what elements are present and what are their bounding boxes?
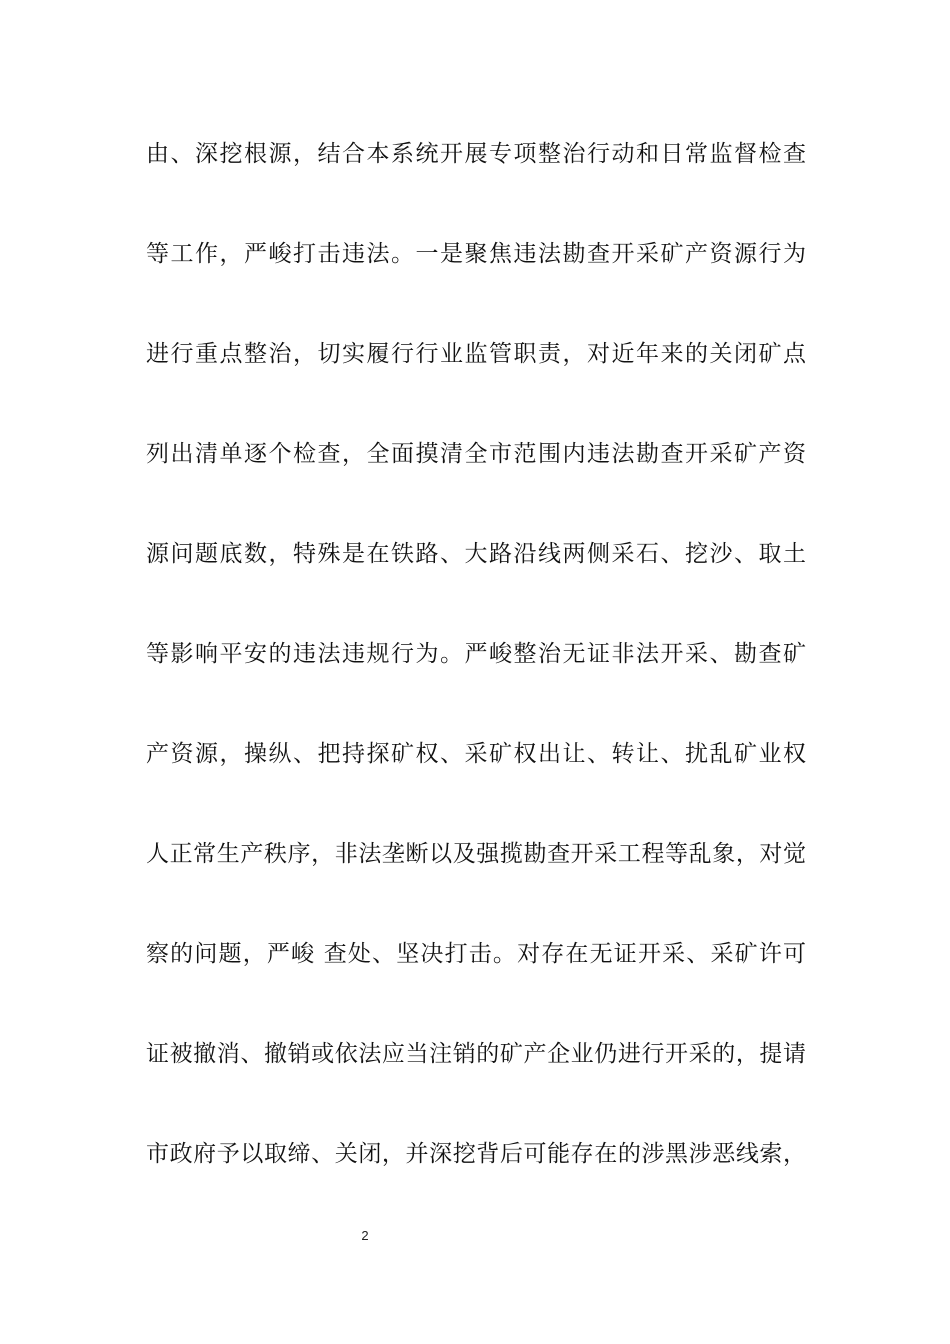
text-line-10: 证被撤消、撤销或依法应当注销的矿产企业仍进行开采的，提请 xyxy=(146,1041,806,1067)
text-line-3: 进行重点整治，切实履行行业监管职责，对近年来的关闭矿点 xyxy=(146,341,806,367)
page-number: 2 xyxy=(361,1228,369,1243)
text-line-9: 察的问题，严峻 查处、坚决打击。对存在无证开采、采矿许可 xyxy=(146,941,806,967)
text-line-1: 由、深挖根源，结合本系统开展专项整治行动和日常监督检查 xyxy=(146,141,806,167)
text-line-8: 人正常生产秩序，非法垄断以及强揽勘查开采工程等乱象，对觉 xyxy=(146,841,806,867)
text-line-2: 等工作，严峻打击违法。一是聚焦违法勘查开采矿产资源行为 xyxy=(146,241,806,267)
text-line-7: 产资源，操纵、把持探矿权、采矿权出让、转让、扰乱矿业权 xyxy=(146,741,806,767)
text-line-11: 市政府予以取缔、关闭，并深挖背后可能存在的涉黑涉恶线索， xyxy=(146,1141,806,1167)
text-line-4: 列出清单逐个检查，全面摸清全市范围内违法勘查开采矿产资 xyxy=(146,441,806,467)
text-line-5: 源问题底数，特殊是在铁路、大路沿线两侧采石、挖沙、取土 xyxy=(146,541,806,567)
text-line-6: 等影响平安的违法违规行为。严峻整治无证非法开采、勘查矿 xyxy=(146,641,806,667)
